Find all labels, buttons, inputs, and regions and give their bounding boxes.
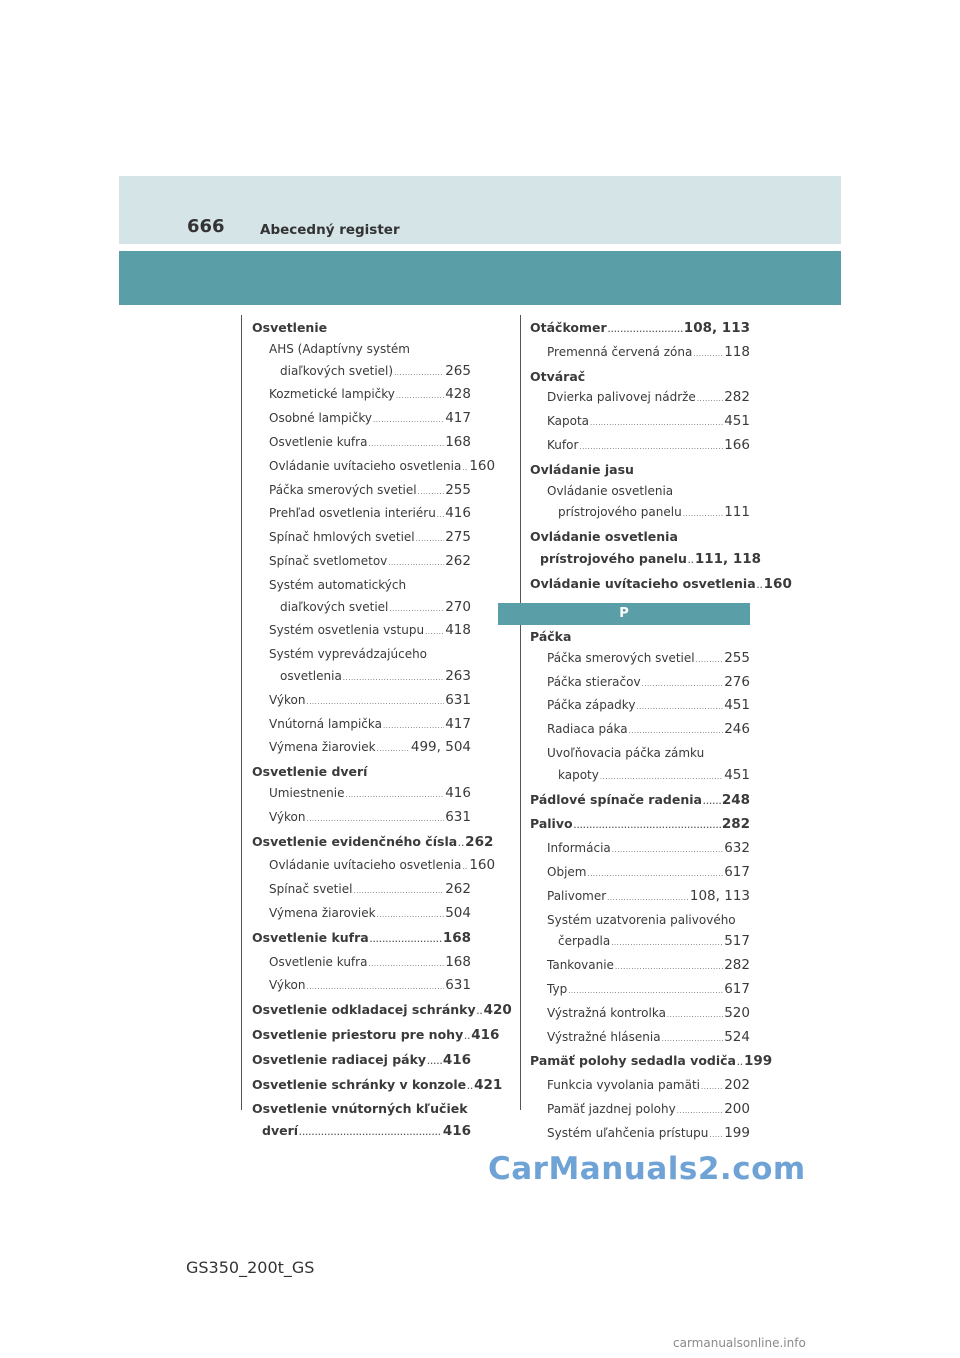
entry-term: Osvetlenie — [252, 320, 328, 335]
entry-term: Prehľad osvetlenia interiéru — [269, 506, 436, 521]
index-entry — [530, 719, 750, 743]
leader-dots — [696, 650, 724, 672]
index-entry — [530, 626, 750, 648]
entry-term: Osvetlenie kufra — [252, 929, 369, 945]
entry-page: 270 — [445, 598, 471, 615]
index-entry — [530, 979, 750, 1003]
leader-dots — [697, 389, 723, 411]
entry-term: Páčka — [530, 629, 572, 644]
leader-dots — [416, 529, 445, 551]
index-entry — [252, 737, 471, 761]
index-entry — [252, 1049, 471, 1074]
entry-term: Typ — [547, 981, 568, 996]
column-divider-right — [520, 315, 521, 1110]
index-entry — [530, 573, 792, 598]
leader-dots — [396, 386, 444, 408]
entry-page: 417 — [445, 410, 471, 427]
entry-page: 631 — [445, 977, 471, 994]
leader-dots — [370, 930, 442, 952]
entry-term: Osvetlenie kufra — [269, 434, 368, 449]
index-column-right-bottom — [530, 626, 773, 1147]
index-entry — [530, 1075, 750, 1099]
index-entry — [252, 783, 471, 807]
entry-page: 631 — [445, 691, 471, 708]
index-entry — [530, 1050, 773, 1075]
entry-page: 416 — [442, 1123, 471, 1140]
entry-term: Informácia — [547, 841, 611, 856]
index-entry — [252, 408, 471, 432]
entry-term: Uvoľňovacia páčka zámku — [547, 745, 705, 760]
index-entry — [530, 459, 750, 481]
leader-dots — [418, 482, 445, 504]
leader-dots — [427, 1052, 442, 1074]
leader-dots — [437, 505, 444, 527]
leader-dots — [306, 692, 444, 714]
page-number: 666 — [187, 216, 225, 237]
entry-term: Tankovanie — [547, 958, 614, 973]
leader-dots — [306, 977, 444, 999]
watermark-logo: CarManuals2.com — [488, 1151, 806, 1187]
entry-term: Páčka smerových svetiel — [269, 482, 417, 497]
entry-page: 617 — [724, 863, 750, 880]
leader-dots — [568, 981, 723, 1003]
index-entry — [252, 456, 496, 480]
entry-page: 265 — [445, 362, 471, 379]
entry-term: Pádlové spínače radenia — [530, 791, 702, 807]
entry-term: Spínač hmlových svetiel — [269, 530, 415, 545]
entry-term: Palivomer — [547, 888, 607, 903]
index-column-left — [252, 317, 512, 1145]
entry-page: 202 — [724, 1077, 750, 1094]
index-entry — [530, 955, 750, 979]
entry-term: Osvetlenie schránky v konzole — [252, 1076, 467, 1092]
index-entry — [252, 690, 471, 714]
index-entry — [252, 384, 471, 408]
leader-dots — [636, 697, 723, 719]
index-entry — [252, 317, 471, 339]
leader-dots — [683, 504, 724, 526]
index-entry — [530, 411, 750, 435]
entry-page: 168 — [445, 433, 471, 450]
leader-dots — [574, 816, 721, 838]
entry-term: Osvetlenie evidenčného čísla — [252, 833, 458, 849]
entry-term: Ovládanie uvítacieho osvetlenia — [530, 575, 756, 591]
entry-term: osvetlenia — [280, 668, 342, 683]
leader-dots — [458, 834, 464, 856]
entry-term: Osobné lampičky — [269, 411, 373, 426]
entry-page: 282 — [724, 957, 750, 974]
leader-dots — [345, 785, 444, 807]
column-divider-left — [241, 315, 242, 1110]
entry-term: Páčka západky — [547, 698, 636, 713]
entry-term: Radiaca páka — [547, 722, 628, 737]
index-entry — [530, 1003, 750, 1027]
leader-dots — [667, 1005, 723, 1027]
index-entry — [252, 999, 512, 1024]
entry-page: 263 — [445, 667, 471, 684]
entry-term: Osvetlenie dverí — [252, 764, 368, 780]
leader-dots — [737, 1053, 743, 1075]
leader-dots — [611, 933, 723, 955]
index-entry — [530, 1099, 750, 1123]
leader-dots — [462, 857, 468, 879]
entry-term: Výmena žiaroviek — [269, 740, 376, 755]
leader-dots — [703, 792, 721, 814]
index-entry — [252, 432, 471, 456]
entry-page: 416 — [445, 784, 471, 801]
leader-dots — [467, 1077, 473, 1099]
entry-term: Ovládanie uvítacieho osvetlenia — [269, 458, 462, 473]
entry-term: AHS (Adaptívny systém — [269, 341, 410, 356]
leader-dots — [368, 954, 444, 976]
index-entry — [530, 648, 750, 672]
entry-term: Výkon — [269, 692, 306, 707]
entry-page: 416 — [442, 1051, 471, 1068]
leader-dots — [677, 1101, 724, 1123]
leader-dots — [394, 363, 444, 385]
index-entry — [530, 387, 750, 411]
entry-page: 199 — [744, 1053, 773, 1070]
letter-section-header: P — [498, 603, 750, 625]
entry-term: čerpadla — [558, 934, 611, 949]
index-column-right-top — [530, 317, 792, 598]
entry-page: 451 — [724, 413, 750, 430]
index-entry — [530, 1027, 750, 1051]
entry-term: Výkon — [269, 978, 306, 993]
index-entry — [252, 855, 496, 879]
index-entry — [530, 695, 750, 719]
leader-dots — [688, 551, 694, 573]
leader-dots — [608, 320, 683, 342]
index-entry — [530, 481, 750, 503]
watermark-text: carmanualsonline.info — [673, 1336, 806, 1350]
entry-term: Výstražná kontrolka — [547, 1005, 666, 1020]
entry-term: kapoty — [558, 767, 599, 782]
entry-term: Objem — [547, 864, 587, 879]
index-entry — [252, 361, 471, 385]
entry-page: 416 — [471, 1026, 500, 1043]
leader-dots — [299, 1123, 442, 1145]
index-entry — [530, 862, 750, 886]
entry-page: 255 — [445, 481, 471, 498]
index-entry — [252, 620, 471, 644]
entry-term: Systém uľahčenia prístupu — [547, 1125, 709, 1140]
entry-term: Ovládanie osvetlenia — [530, 529, 678, 545]
entry-page: 262 — [445, 552, 471, 569]
index-entry — [530, 765, 750, 789]
header-band — [119, 176, 841, 244]
entry-page: 166 — [724, 436, 750, 453]
leader-dots — [383, 716, 444, 738]
leader-dots — [615, 957, 723, 979]
index-entry — [252, 503, 471, 527]
index-entry — [252, 807, 471, 831]
leader-dots — [590, 413, 723, 435]
index-entry — [252, 1024, 500, 1049]
entry-page: 118 — [724, 343, 750, 360]
entry-term: Premenná červená zóna — [547, 344, 693, 359]
entry-term: Otvárač — [530, 368, 586, 384]
entry-term: Ovládanie uvítacieho osvetlenia — [269, 858, 462, 873]
entry-term: Osvetlenie vnútorných kľučiek — [252, 1101, 468, 1117]
entry-page: 416 — [445, 505, 471, 522]
leader-dots — [607, 888, 689, 910]
index-entry — [530, 813, 750, 838]
index-entry — [530, 838, 750, 862]
entry-page: 168 — [442, 929, 471, 946]
entry-page: 524 — [724, 1028, 750, 1045]
index-entry — [530, 789, 750, 814]
leader-dots — [629, 721, 724, 743]
entry-page: 275 — [445, 529, 471, 546]
leader-dots — [389, 599, 444, 621]
entry-term: diaľkových svetiel — [280, 599, 389, 614]
entry-term: Osvetlenie radiacej páky — [252, 1051, 427, 1067]
index-entry — [530, 502, 750, 526]
entry-page: 282 — [721, 816, 750, 833]
leader-dots — [587, 864, 723, 886]
entry-term: dverí — [262, 1123, 299, 1139]
leader-dots — [377, 905, 445, 927]
leader-dots — [701, 1077, 723, 1099]
entry-page: 262 — [465, 833, 494, 850]
entry-term: Ovládanie osvetlenia — [547, 483, 674, 498]
entry-term: Systém vyprevádzajúceho — [269, 647, 428, 662]
entry-page: 262 — [445, 881, 471, 898]
entry-page: 160 — [763, 575, 792, 592]
entry-page: 421 — [474, 1076, 503, 1093]
entry-term: Osvetlenie priestoru pre nohy — [252, 1026, 464, 1042]
entry-term: Dvierka palivovej nádrže — [547, 390, 696, 405]
index-entry — [252, 666, 471, 690]
index-entry — [530, 886, 750, 910]
entry-page: 520 — [724, 1004, 750, 1021]
index-entry — [530, 526, 750, 548]
leader-dots — [388, 553, 444, 575]
leader-dots — [579, 437, 723, 459]
entry-page: 617 — [724, 980, 750, 997]
leader-dots — [377, 739, 410, 761]
entry-term: Páčka stieračov — [547, 674, 641, 689]
index-entry — [252, 714, 471, 738]
leader-dots — [612, 840, 723, 862]
index-entry — [252, 644, 471, 666]
index-entry — [530, 910, 750, 932]
entry-term: Palivo — [530, 816, 573, 832]
index-entry — [530, 931, 750, 955]
entry-term: prístrojového panelu — [558, 505, 682, 520]
index-entry — [252, 575, 471, 597]
entry-term: Výmena žiaroviek — [269, 905, 376, 920]
index-entry — [252, 831, 494, 856]
entry-page: 451 — [724, 697, 750, 714]
entry-page: 417 — [445, 715, 471, 732]
entry-term: Systém uzatvorenia palivového — [547, 912, 736, 927]
leader-dots — [462, 458, 468, 480]
entry-term: Kufor — [547, 437, 579, 452]
entry-page: 418 — [445, 622, 471, 639]
entry-page: 517 — [724, 933, 750, 950]
entry-page: 160 — [469, 457, 496, 474]
entry-term: Osvetlenie kufra — [269, 954, 368, 969]
entry-term: Ovládanie jasu — [530, 461, 634, 477]
index-entry — [252, 879, 471, 903]
entry-term: diaľkových svetiel) — [280, 363, 394, 378]
entry-page: 199 — [724, 1124, 750, 1141]
entry-term: Spínač svetlometov — [269, 553, 388, 568]
page-title: Abecedný register — [260, 222, 400, 238]
entry-page: 499, 504 — [410, 739, 471, 756]
index-entry — [252, 1098, 471, 1120]
index-entry — [252, 551, 471, 575]
index-entry — [252, 952, 471, 976]
entry-term: Systém automatických — [269, 577, 407, 592]
leader-dots — [368, 434, 444, 456]
index-entry — [530, 743, 750, 765]
entry-page: 111, 118 — [694, 550, 762, 567]
entry-page: 276 — [724, 673, 750, 690]
entry-page: 451 — [724, 766, 750, 783]
entry-page: 255 — [724, 649, 750, 666]
entry-term: Systém osvetlenia vstupu — [269, 623, 425, 638]
leader-dots — [642, 674, 724, 696]
entry-term: Kozmetické lampičky — [269, 387, 395, 402]
leader-dots — [353, 881, 444, 903]
index-entry — [530, 366, 750, 388]
index-entry — [252, 597, 471, 621]
index-entry — [252, 480, 471, 504]
leader-dots — [693, 344, 723, 366]
section-band — [119, 251, 841, 305]
entry-page: 246 — [724, 721, 750, 738]
leader-dots — [425, 622, 444, 644]
entry-page: 631 — [445, 808, 471, 825]
leader-dots — [343, 668, 444, 690]
entry-term: Páčka smerových svetiel — [547, 650, 695, 665]
entry-term: Spínač svetiel — [269, 882, 353, 897]
entry-page: 168 — [445, 953, 471, 970]
entry-page: 504 — [445, 904, 471, 921]
entry-term: Umiestnenie — [269, 785, 345, 800]
index-entry — [252, 527, 471, 551]
index-entry — [252, 1074, 503, 1099]
entry-term: Kapota — [547, 414, 590, 429]
leader-dots — [757, 576, 763, 598]
entry-term: Vnútorná lampička — [269, 716, 382, 731]
index-entry — [252, 927, 471, 952]
entry-page: 428 — [445, 386, 471, 403]
entry-page: 108, 113 — [689, 887, 750, 904]
index-entry — [530, 342, 750, 366]
entry-term: Výkon — [269, 809, 306, 824]
entry-page: 632 — [724, 840, 750, 857]
leader-dots — [464, 1027, 470, 1049]
entry-term: Otáčkomer — [530, 320, 607, 335]
entry-term: Výstražné hlásenia — [547, 1029, 661, 1044]
entry-page: 282 — [724, 389, 750, 406]
entry-term: Pamäť polohy sedadla vodiča — [530, 1053, 736, 1069]
leader-dots — [306, 809, 444, 831]
index-entry — [252, 975, 471, 999]
index-entry — [252, 903, 471, 927]
leader-dots — [709, 1125, 723, 1147]
entry-page: 111 — [724, 504, 750, 521]
entry-term: Osvetlenie odkladacej schránky — [252, 1002, 476, 1018]
footer-code: GS350_200t_GS — [186, 1258, 315, 1277]
leader-dots — [662, 1029, 724, 1051]
entry-term: prístrojového panelu — [540, 550, 687, 566]
index-entry — [530, 435, 750, 459]
index-entry — [530, 1123, 750, 1147]
entry-page: 108, 113 — [683, 320, 750, 336]
entry-page: 200 — [724, 1100, 750, 1117]
entry-page: 248 — [721, 791, 750, 808]
index-entry — [252, 1120, 471, 1145]
leader-dots — [477, 1002, 483, 1024]
index-entry — [252, 761, 471, 783]
entry-page: 160 — [469, 857, 496, 874]
index-entry — [530, 548, 762, 573]
index-entry — [530, 317, 750, 342]
leader-dots — [600, 767, 723, 789]
index-entry — [252, 339, 471, 361]
entry-page: 420 — [483, 1002, 512, 1019]
index-entry — [530, 672, 750, 696]
leader-dots — [373, 410, 444, 432]
entry-term: Pamäť jazdnej polohy — [547, 1101, 676, 1116]
entry-term: Funkcia vyvolania pamäti — [547, 1078, 700, 1093]
